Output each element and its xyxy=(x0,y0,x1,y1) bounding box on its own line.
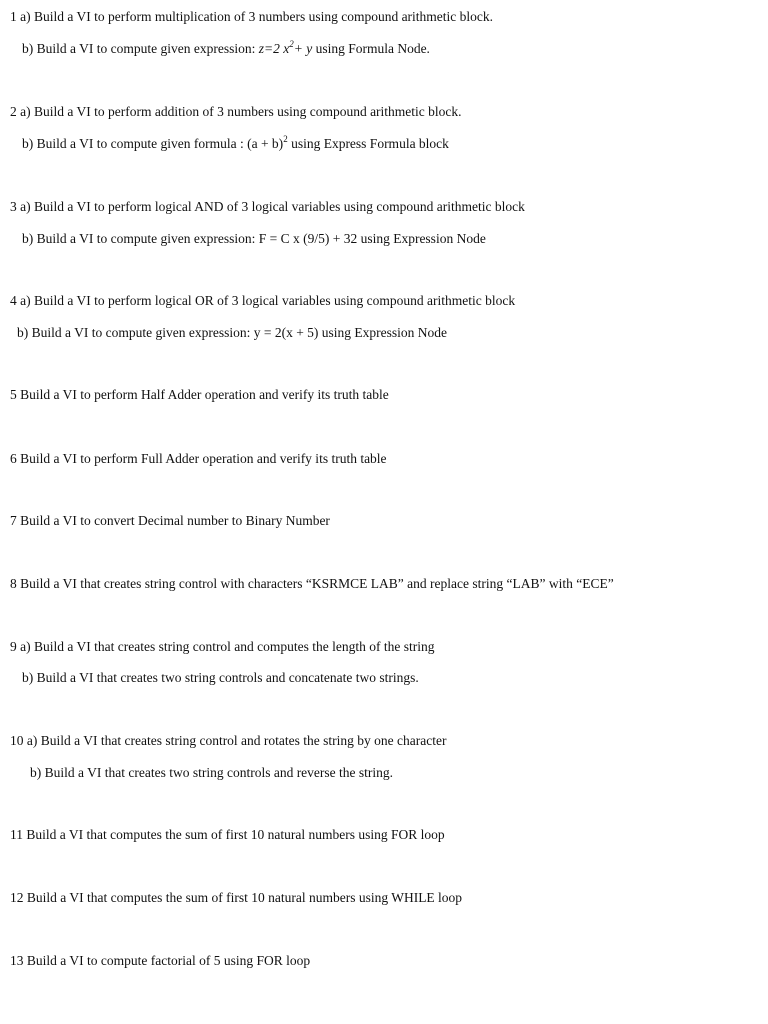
question-10b: b) Build a VI that creates two string controls and reverse the string. xyxy=(30,765,394,780)
question-13: 13 Build a VI to compute factorial of 5 using FOR loop xyxy=(10,953,311,968)
question-4b: b) Build a VI to compute given expression: y = 2(x + 5) using Expression Node xyxy=(17,325,448,340)
question-12: 12 Build a VI that computes the sum of first 10 natural numbers using WHILE loop xyxy=(10,890,463,905)
question-7: 7 Build a VI to convert Decimal number to Binary Number xyxy=(10,513,330,528)
formula-exponent: 2 xyxy=(289,39,294,49)
question-8: 8 Build a VI that creates string control with characters “KSRMCE LAB” and replace string “LAB” with “ECE” xyxy=(10,576,614,591)
question-2b-text-end: using Express Formula block xyxy=(287,136,449,151)
formula-exponent: 2 xyxy=(283,134,288,144)
question-5: 5 Build a VI to perform Half Adder operation and verify its truth table xyxy=(10,387,389,402)
question-1b xyxy=(22,40,430,58)
question-3a: 3 a) Build a VI to perform logical AND of 3 logical variables using compound arithmetic block xyxy=(10,199,525,214)
question-9b: b) Build a VI that creates two string controls and concatenate two strings. xyxy=(22,670,419,685)
question-2a: 2 a) Build a VI to perform addition of 3 numbers using compound arithmetic block. xyxy=(10,104,462,119)
question-4a: 4 a) Build a VI to perform logical OR of 3 logical variables using compound arithmetic block xyxy=(10,293,516,308)
question-10a: 10 a) Build a VI that creates string control and rotates the string by one character xyxy=(10,733,447,748)
question-2b-text: b) Build a VI to compute given formula : (a + b) xyxy=(22,136,284,151)
question-1b-text: b) Build a VI to compute given expression: xyxy=(22,41,259,56)
question-1b-text-end: using Formula Node. xyxy=(312,41,430,56)
question-9a: 9 a) Build a VI that creates string control and computes the length of the string xyxy=(10,639,435,654)
question-11: 11 Build a VI that computes the sum of first 10 natural numbers using FOR loop xyxy=(10,827,445,842)
question-3b: b) Build a VI to compute given expression: F = C x (9/5) + 32 using Expression Node xyxy=(22,231,486,246)
question-6: 6 Build a VI to perform Full Adder operation and verify its truth table xyxy=(10,451,387,466)
question-1a: 1 a) Build a VI to perform multiplication of 3 numbers using compound arithmetic block. xyxy=(10,9,494,24)
question-2b xyxy=(22,135,449,153)
formula-expression: z=2 $x^2+ y$ xyxy=(258,39,313,56)
